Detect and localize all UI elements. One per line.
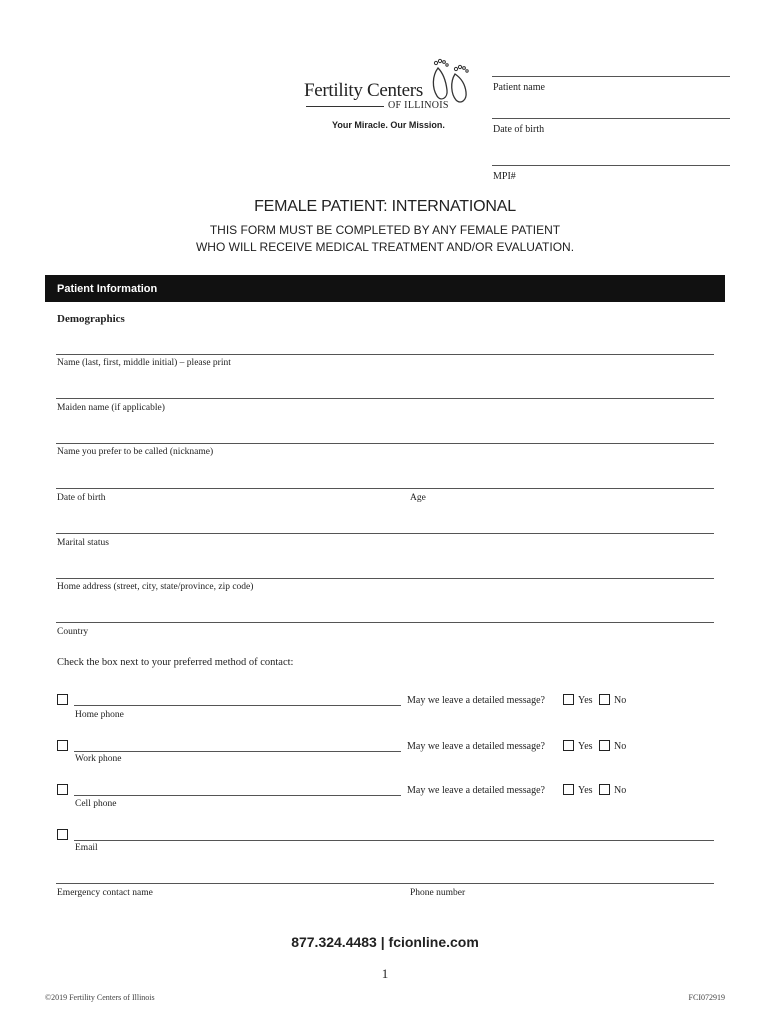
section-title: Patient Information <box>57 283 158 295</box>
subsection-title: Demographics <box>57 313 125 325</box>
cell-phone-field[interactable] <box>74 795 401 796</box>
home-phone-checkbox[interactable] <box>57 694 68 705</box>
logo <box>300 58 475 128</box>
work-no-checkbox[interactable] <box>599 740 610 751</box>
subtitle-line-1: THIS FORM MUST BE COMPLETED BY ANY FEMALE PATIENT <box>209 223 561 237</box>
tagline: Your Miracle. Our Mission. <box>332 120 445 130</box>
page-title: FEMALE PATIENT: INTERNATIONAL <box>254 198 516 215</box>
home-no-checkbox[interactable] <box>599 694 610 705</box>
cell-phone-label: Cell phone <box>75 799 117 809</box>
logo-sub: OF ILLINOIS <box>388 100 449 111</box>
cell-yes-checkbox[interactable] <box>563 784 574 795</box>
patient-name-label: Patient name <box>493 82 545 93</box>
work-phone-field[interactable] <box>74 751 401 752</box>
cell-yes-label: Yes <box>578 785 593 796</box>
country-label: Country <box>57 627 89 637</box>
country-field[interactable] <box>56 622 714 623</box>
mpi-line[interactable] <box>492 165 730 166</box>
marital-label: Marital status <box>57 538 109 548</box>
patient-name-line[interactable] <box>492 76 730 77</box>
email-field[interactable] <box>74 840 714 841</box>
marital-field[interactable] <box>56 533 714 534</box>
cell-message-question: May we leave a detailed message? <box>407 785 545 796</box>
home-message-question: May we leave a detailed message? <box>407 695 545 706</box>
form-code: FCI072919 <box>688 993 725 1002</box>
contact-prompt: Check the box next to your preferred method of contact: <box>57 657 294 668</box>
home-no-label: No <box>614 695 627 706</box>
phone-number-label: Phone number <box>410 888 466 898</box>
mpi-label: MPI# <box>493 171 516 182</box>
cell-phone-checkbox[interactable] <box>57 784 68 795</box>
work-phone-checkbox[interactable] <box>57 740 68 751</box>
emergency-name-label: Emergency contact name <box>57 888 153 898</box>
address-field[interactable] <box>56 578 714 579</box>
dob-header-line[interactable] <box>492 118 730 119</box>
home-yes-label: Yes <box>578 695 593 706</box>
work-no-label: No <box>614 741 627 752</box>
maiden-label: Maiden name (if applicable) <box>57 403 165 413</box>
home-phone-field[interactable] <box>74 705 401 706</box>
cell-no-checkbox[interactable] <box>599 784 610 795</box>
name-field[interactable] <box>56 354 714 355</box>
dob-age-field[interactable] <box>56 488 714 489</box>
copyright: ©2019 Fertility Centers of Illinois <box>45 993 155 1002</box>
work-yes-label: Yes <box>578 741 593 752</box>
logo-name: Fertility Centers <box>304 80 423 101</box>
logo-divider <box>306 106 384 107</box>
dob-header-label: Date of birth <box>493 124 545 135</box>
age-label: Age <box>410 493 426 503</box>
subtitle-line-2: WHO WILL RECEIVE MEDICAL TREATMENT AND/OR EVALUATION. <box>195 240 575 254</box>
work-yes-checkbox[interactable] <box>563 740 574 751</box>
nickname-label: Name you prefer to be called (nickname) <box>57 447 214 457</box>
footer-contact: 877.324.4483 | fcionline.com <box>291 934 479 950</box>
dob-label: Date of birth <box>57 493 106 503</box>
cell-no-label: No <box>614 785 627 796</box>
work-message-question: May we leave a detailed message? <box>407 741 545 752</box>
email-checkbox[interactable] <box>57 829 68 840</box>
work-phone-label: Work phone <box>75 754 122 764</box>
home-yes-checkbox[interactable] <box>563 694 574 705</box>
address-label: Home address (street, city, state/province, zip code) <box>57 582 254 592</box>
email-label: Email <box>75 843 98 853</box>
home-phone-label: Home phone <box>75 710 124 720</box>
name-label: Name (last, first, middle initial) – please print <box>57 358 231 368</box>
page-number: 1 <box>381 966 389 981</box>
section-bar <box>45 275 725 302</box>
maiden-field[interactable] <box>56 398 714 399</box>
emergency-field[interactable] <box>56 883 714 884</box>
nickname-field[interactable] <box>56 443 714 444</box>
